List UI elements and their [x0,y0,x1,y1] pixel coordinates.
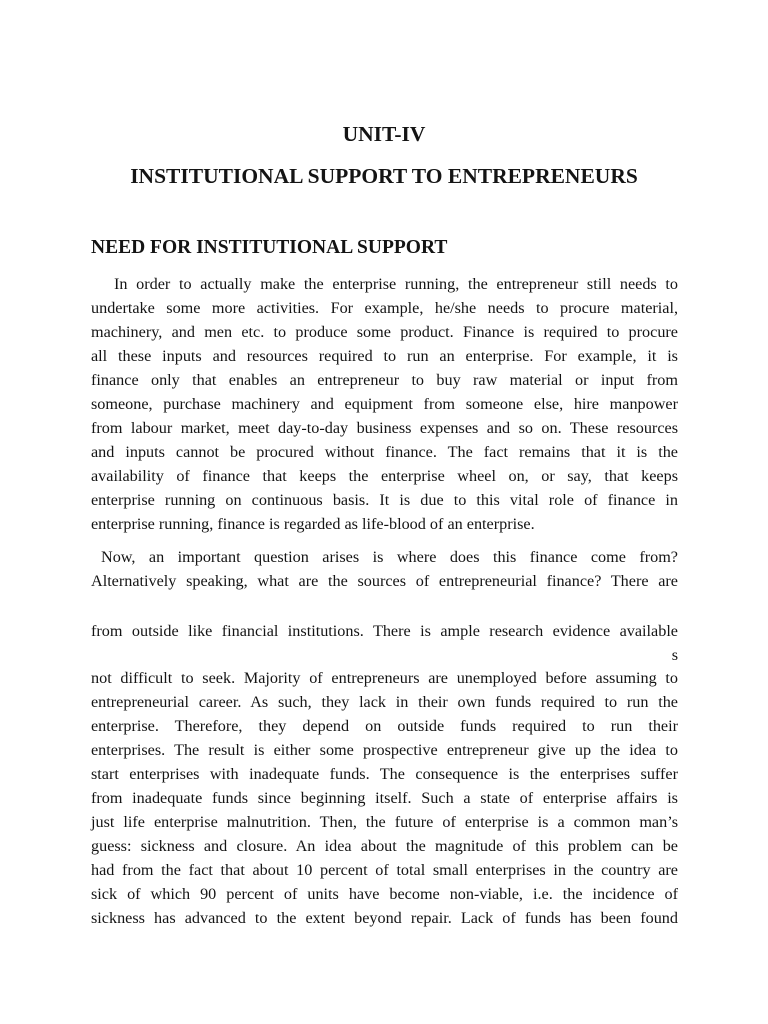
paragraph-line: enterprise running on continuous basis. It is due to this vital role of finance in [91,491,678,509]
paragraph-line: availability of finance that keeps the enterprise wheel on, or say, that keeps [91,467,678,485]
paragraph-line: from labour market, meet day-to-day business expenses and so on. These resources [91,419,678,437]
paragraph-line: enterprises. The result is either some prospective entrepreneur give up the idea to [91,741,678,759]
paragraph-line: sick of which 90 percent of units have become non-viable, i.e. the incidence of [91,885,678,903]
paragraph-line: finance only that enables an entrepreneur to buy raw material or input from [91,371,678,389]
paragraph-line: In order to actually make the enterprise running, the entrepreneur still needs to [114,275,678,293]
paragraph-line: Now, an important question arises is where does this finance come from? [101,548,678,566]
paragraph-line: from inadequate funds since beginning itself. Such a state of enterprise affairs is [91,789,678,807]
paragraph-line: not difficult to seek. Majority of entrepreneurs are unemployed before assuming to [91,669,678,687]
paragraph-line: enterprise running, finance is regarded as life-blood of an enterprise. [91,515,535,533]
paragraph-line: start enterprises with inadequate funds. The consequence is the enterprises suffer [91,765,678,783]
paragraph-line: machinery, and men etc. to produce some product. Finance is required to procure [91,323,678,341]
paragraph-line: guess: sickness and closure. An idea about the magnitude of this problem can be [91,837,678,855]
section-heading: NEED FOR INSTITUTIONAL SUPPORT [91,237,448,258]
paragraph-line: Alternatively speaking, what are the sources of entrepreneurial finance? There are [91,572,678,590]
unit-title: UNIT-IV [342,122,426,146]
paragraph-line: had from the fact that about 10 percent of total small enterprises in the country are [91,861,678,879]
paragraph-line: someone, purchase machinery and equipment from someone else, hire manpower [91,395,678,413]
paragraph-line: and inputs cannot be procured without finance. The fact remains that it is the [91,443,678,461]
paragraph-line: sickness has advanced to the extent beyond repair. Lack of funds has been found [91,909,678,927]
paragraph-line: undertake some more activities. For example, he/she needs to procure material, [91,299,678,317]
paragraph-line: entrepreneurial career. As such, they lack in their own funds required to run the [91,693,678,711]
paragraph-line: enterprise. Therefore, they depend on outside funds required to run their [91,717,678,735]
paragraph-line: just life enterprise malnutrition. Then, the future of enterprise is a common man’s [91,813,678,831]
chapter-title: INSTITUTIONAL SUPPORT TO ENTREPRENEURS [130,164,638,188]
paragraph-line: s [671,646,678,664]
paragraph-line: all these inputs and resources required to run an enterprise. For example, it is [91,347,678,365]
paragraph-line: from outside like financial institutions. There is ample research evidence available [91,622,678,640]
